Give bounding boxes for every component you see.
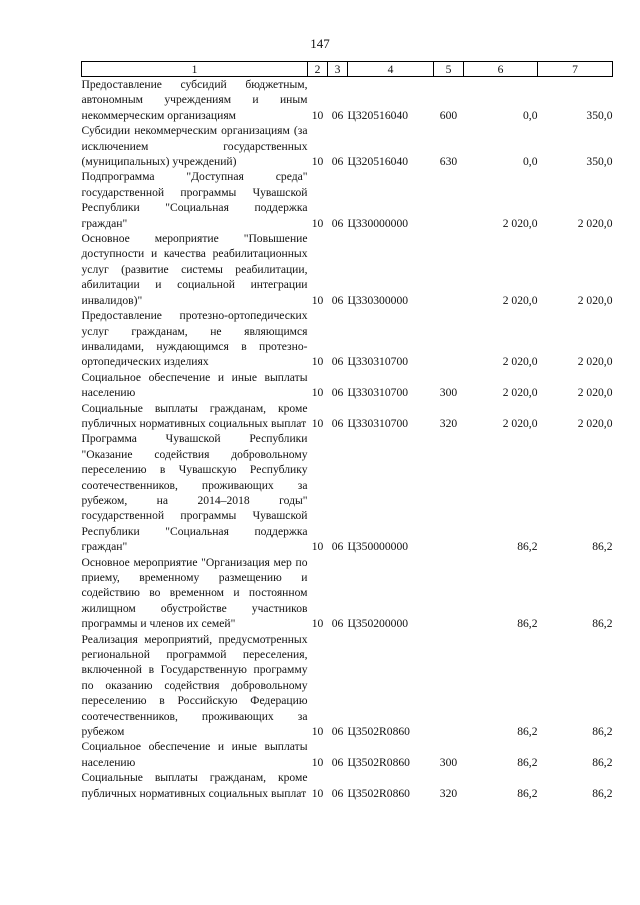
amount-col6: 0,0	[523, 155, 538, 169]
item-name: Программа Чувашской Республики "Оказание содействия добровольному переселению в Чувашскую Республику соотечественников, проживающих за рубежом, на 2014–2018 годы" государственной программы Чувашской Республики "Социальная поддержка граждан"	[81, 432, 308, 554]
table-row	[82, 632, 613, 740]
target-article-code: Ц350200000	[347, 617, 409, 631]
amount-col6: 86,2	[517, 540, 538, 554]
expense-type-code: 320	[439, 416, 458, 430]
table-row	[82, 370, 613, 401]
item-name: Социальное обеспечение и иные выплаты населению	[81, 740, 308, 769]
amount-col7: 2 020,0	[577, 293, 613, 307]
item-name: Основное мероприятие "Организация мер по приему, временному размещению и содействию во временном и постоянном жилищном обустройстве участников программы и членов их семей"	[81, 555, 308, 631]
table-row	[82, 555, 613, 632]
subsection-code: 06	[331, 617, 344, 631]
amount-col7: 2 020,0	[577, 355, 613, 369]
amount-col6: 86,2	[517, 786, 538, 800]
subsection-code: 06	[331, 755, 344, 769]
expense-type-code: 320	[439, 786, 458, 800]
table-row	[82, 431, 613, 554]
section-code: 10	[311, 416, 324, 430]
subsection-code: 06	[331, 786, 344, 800]
subsection-code: 06	[331, 293, 344, 307]
amount-col7: 86,2	[592, 617, 613, 631]
amount-col7: 350,0	[586, 155, 613, 169]
page-number: 147	[310, 36, 330, 51]
subsection-code: 06	[331, 725, 344, 739]
target-article-code: Ц320516040	[347, 108, 409, 122]
amount-col7: 86,2	[592, 725, 613, 739]
section-code: 10	[311, 725, 324, 739]
expense-type-code: 630	[439, 155, 458, 169]
column-number-header-row	[82, 62, 613, 77]
amount-col6: 2 020,0	[502, 293, 538, 307]
table-row	[82, 169, 613, 231]
table-row	[82, 123, 613, 169]
section-code: 10	[311, 108, 324, 122]
subsection-code: 06	[331, 416, 344, 430]
expense-type-code	[434, 169, 464, 231]
target-article-code: Ц350000000	[347, 540, 409, 554]
amount-col6: 2 020,0	[502, 386, 538, 400]
expense-type-code: 300	[439, 386, 458, 400]
subsection-code: 06	[331, 108, 344, 122]
target-article-code: Ц330310700	[347, 355, 409, 369]
target-article-code: Ц3502R0860	[347, 725, 410, 739]
item-name: Социальные выплаты гражданам, кроме публичных нормативных социальных выплат	[81, 401, 308, 430]
amount-col6: 0,0	[523, 108, 538, 122]
target-article-code: Ц330000000	[347, 216, 409, 230]
section-code: 10	[311, 355, 324, 369]
expense-type-code: 600	[439, 108, 458, 122]
amount-col7: 86,2	[592, 786, 613, 800]
subsection-code: 06	[331, 540, 344, 554]
amount-col6: 86,2	[517, 617, 538, 631]
column-header-5: 5	[434, 62, 464, 77]
section-code: 10	[311, 786, 324, 800]
table-row	[82, 308, 613, 370]
item-name: Социальные выплаты гражданам, кроме публичных нормативных социальных выплат	[81, 771, 308, 800]
budget-table	[81, 61, 613, 801]
subsection-code: 06	[331, 155, 344, 169]
amount-col6: 86,2	[517, 755, 538, 769]
item-name: Реализация мероприятий, предусмотренных региональной программой переселения, включенной в Государственную программу по оказанию содействия добровольному переселению в Российскую Федерацию соотечественников, проживающих за рубежом	[81, 632, 308, 739]
column-header-1: 1	[82, 62, 308, 77]
column-header-2: 2	[308, 62, 328, 77]
amount-col6: 2 020,0	[502, 416, 538, 430]
item-name: Предоставление субсидий бюджетным, автономным учреждениям и иным некоммерческим организациям	[81, 78, 308, 122]
amount-col7: 86,2	[592, 755, 613, 769]
expense-type-code	[434, 231, 464, 308]
target-article-code: Ц330310700	[347, 416, 409, 430]
section-code: 10	[311, 386, 324, 400]
table-row	[82, 770, 613, 801]
target-article-code: Ц330300000	[347, 293, 409, 307]
amount-col7: 350,0	[586, 108, 613, 122]
table-row	[82, 77, 613, 124]
expense-type-code	[434, 555, 464, 632]
amount-col6: 86,2	[517, 725, 538, 739]
item-name: Предоставление протезно-ортопедических услуг гражданам, не являющимся инвалидами, нуждающимся в протезно-ортопедических изделиях	[81, 309, 308, 369]
expense-type-code	[434, 632, 464, 740]
section-code: 10	[311, 540, 324, 554]
column-header-3: 3	[328, 62, 348, 77]
expense-type-code	[434, 431, 464, 554]
expense-type-code	[434, 308, 464, 370]
section-code: 10	[311, 617, 324, 631]
target-article-code: Ц330310700	[347, 386, 409, 400]
target-article-code: Ц320516040	[347, 155, 409, 169]
section-code: 10	[311, 216, 324, 230]
section-code: 10	[311, 755, 324, 769]
amount-col7: 2 020,0	[577, 416, 613, 430]
target-article-code: Ц3502R0860	[347, 786, 410, 800]
subsection-code: 06	[331, 216, 344, 230]
amount-col7: 2 020,0	[577, 386, 613, 400]
amount-col7: 2 020,0	[577, 216, 613, 230]
target-article-code: Ц3502R0860	[347, 755, 410, 769]
section-code: 10	[311, 293, 324, 307]
expense-type-code: 300	[439, 755, 458, 769]
amount-col6: 2 020,0	[502, 216, 538, 230]
column-header-6: 6	[464, 62, 538, 77]
column-header-7: 7	[538, 62, 613, 77]
table-row	[82, 739, 613, 770]
column-header-4: 4	[348, 62, 434, 77]
table-row	[82, 231, 613, 308]
subsection-code: 06	[331, 386, 344, 400]
amount-col6: 2 020,0	[502, 355, 538, 369]
section-code: 10	[311, 155, 324, 169]
table-row	[82, 401, 613, 432]
amount-col7: 86,2	[592, 540, 613, 554]
item-name: Социальное обеспечение и иные выплаты населению	[81, 370, 308, 400]
item-name: Подпрограмма "Доступная среда" государственной программы Чувашской Республики "Социальная поддержка граждан"	[81, 170, 308, 230]
subsection-code: 06	[331, 355, 344, 369]
item-name: Основное мероприятие "Повышение доступности и качества реабилитационных услуг (развитие системы реабилитации, абилитации и социальной интеграции инвалидов)"	[81, 232, 308, 307]
item-name: Субсидии некоммерческим организациям (за исключением государственных (муниципальных) учреждений)	[81, 124, 308, 169]
